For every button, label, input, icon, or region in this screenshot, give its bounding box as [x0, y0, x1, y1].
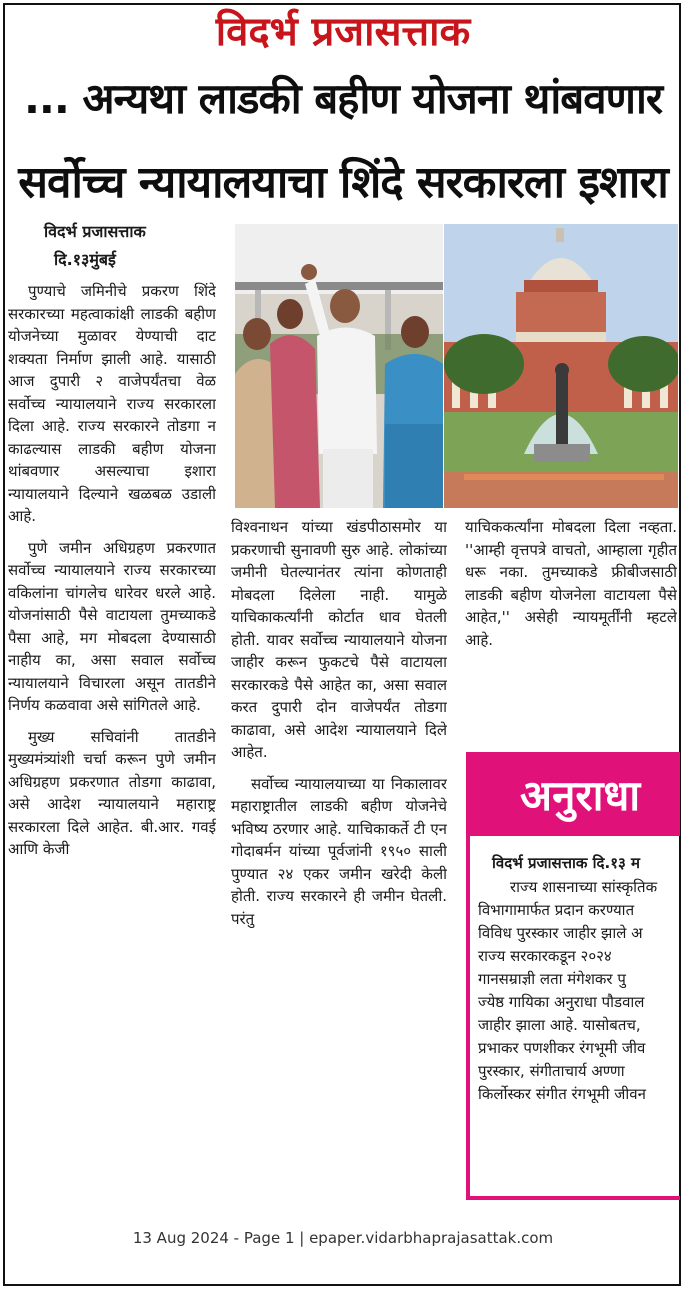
sidebar-line: ज्येष्ठ गायिका अनुराधा पौडवाल [478, 993, 645, 1011]
sidebar-line: प्रभाकर पणशीकर रंगभूमी जीव [478, 1039, 646, 1057]
sidebar-dateline: विदर्भ प्रजासत्ताक दि.१३ म [492, 854, 640, 872]
headline-line-1: ... अन्यथा लाडकी बहीण योजना थांबवणार [23, 74, 663, 123]
masthead: विदर्भ प्रजासत्ताक [215, 9, 471, 55]
sidebar-story-box [466, 752, 680, 1200]
sidebar-title: अनुराधा [520, 771, 641, 820]
article-column-3 [465, 516, 677, 744]
sidebar-line: राज्य शासनाच्या सांस्कृतिक [510, 878, 658, 896]
photo-cm-with-women [235, 224, 443, 508]
article-paragraph: सर्वोच्च न्यायालयाच्या या निकालावर महाराष्ट्रातील लाडकी बहीण योजनेचे भविष्य ठरणार आहे. याचिकाकर्ते टी एन गोदाबर्मन यांच्या पूर्वजांनी १९५० साली पुण्यात २४ एकर जमीन खरेदी केली होती. राज्य सरकारने ही जमीन घेतली. परंतु [231, 774, 447, 928]
sidebar-line: जाहीर झाला आहे. यासोबतच, [478, 1016, 641, 1034]
article-paragraph: पुण्याचे जमिनीचे प्रकरण शिंदे सरकारच्या महत्वाकांक्षी लाडकी बहीण योजनेच्या मुळावर येण्याची दाट शक्यता निर्माण झाली आहे. यासाठी आज दुपारी २ वाजेपर्यंतचा वेळ सर्वोच्च न्यायालयाने राज्य सरकारला दिला आहे. राज्य सरकारने तोडगा न काढल्यास लाडकी बहीण योजना थांबवणार असल्याचा इशारा न्यायालयाने दिल्याने खळबळ उडाली आहे. [8, 282, 216, 525]
article-column-1 [8, 280, 216, 1230]
sidebar-header-band [470, 756, 680, 836]
photo-cm-illustration [235, 224, 443, 508]
sidebar-line: विभागामार्फत प्रदान करण्यात [478, 901, 635, 919]
byline-source: विदर्भ प्रजासत्ताक [44, 222, 146, 241]
article-paragraph: मुख्य सचिवांनी तातडीने मुख्यमंत्र्यांशी चर्चा करून पुणे जमीन अधिग्रहण प्रकरणात तोडगा काढावा, असे आदेश न्यायालयाने महाराष्ट्र सरकारला दिले आहेत. बी.आर. गवई आणि केजी [8, 727, 216, 858]
article-paragraph: विश्वनाथन यांच्या खंडपीठासमोर या प्रकरणाची सुनावणी सुरु आहे. लोकांच्या जमीनी घेतल्यानंतर त्यांना कोणताही मोबदला दिलेला नाही. यामुळे याचिकाकर्त्यांनी कोर्टात धाव घेतली होती. यावर सर्वोच्च न्यायालयाने योजना जाहीर करून फुकटचे पैसे वाटायला सरकारकडे पैसे आहेत का, असा सवाल करत दुपारी दोन वाजेपर्यंत तोडगा काढावा, असे आदेश न्यायालयाने दिले आहेत. [231, 518, 447, 761]
photo-supreme-court [444, 224, 678, 508]
article-column-2 [231, 516, 447, 1228]
headline-line-2: सर्वोच्च न्यायालयाचा शिंदे सरकारला इशारा [18, 157, 668, 208]
sidebar-body [478, 876, 680, 1106]
sidebar-line: किर्लोस्कर संगीत रंगभूमी जीवन [478, 1085, 646, 1103]
sidebar-line: पुरस्कार, संगीताचार्य अण्णा [478, 1062, 625, 1080]
sidebar-line: राज्य सरकारकडून २०२४ [478, 947, 612, 965]
byline-dateline: दि.१३मुंबई [54, 250, 116, 269]
article-paragraph: पुणे जमीन अधिग्रहण प्रकरणात सर्वोच्च न्यायालयाने राज्य सरकारच्या वकिलांना चांगलेच धारेवर धरले आहे. योजनांसाठी पैसे वाटायला तुमच्याकडे पैसा आहे, मग मोबदला देण्यासाठी नाहीय का, असा सवाल सर्वोच्च न्यायालयाने विचारला असून तातडीने निर्णय कळवावा असे सांगितले आहे. [8, 538, 216, 714]
article-paragraph: याचिककर्त्यांना मोबदला दिला नव्हता. ''आम्ही वृत्तपत्रे वाचतो, आम्हाला गृहीत धरू नका. तुमच्याकडे फ्रीबीजसाठी लाडकी बहीण योजनेला वाटायला पैसे आहेत,'' असेही न्यायमूर्तींनी म्हटले आहे. [465, 518, 677, 649]
sidebar-line: गानसम्राज्ञी लता मंगेशकर पु [478, 970, 626, 988]
sidebar-line: विविध पुरस्कार जाहीर झाले अ [478, 924, 643, 942]
photo-supreme-court-illustration [444, 224, 678, 508]
page-footer: 13 Aug 2024 - Page 1 | epaper.vidarbhaprajasattak.com [132, 1229, 554, 1247]
